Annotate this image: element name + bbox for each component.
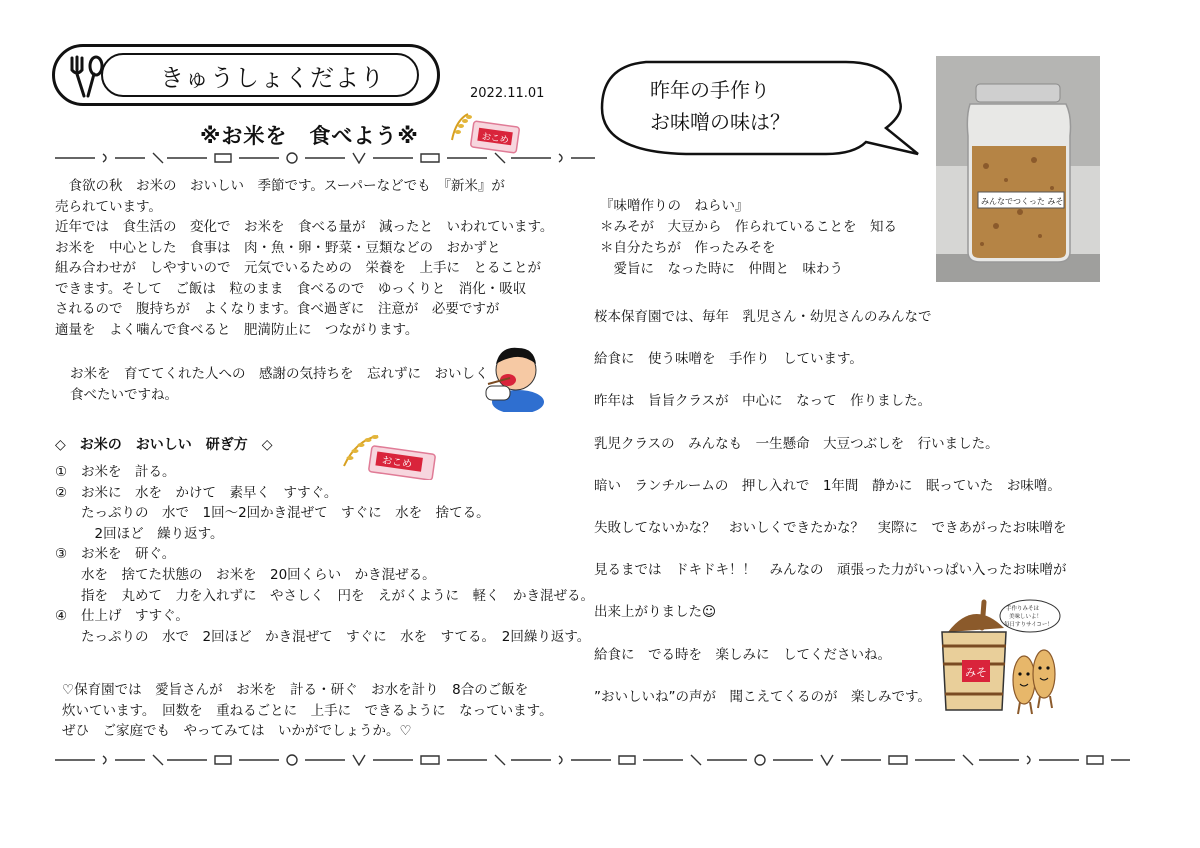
bubble-text: 昨年の手作り お味噌の味は？ bbox=[650, 78, 790, 134]
step-row: 2回ほど 繰り返す。 bbox=[81, 525, 224, 542]
miso-barrel-illustration bbox=[934, 598, 1070, 720]
rice-pack-icon bbox=[446, 110, 522, 154]
newsletter-title: きゅうしょくだより bbox=[160, 64, 385, 92]
miso-jar-photo bbox=[936, 56, 1100, 282]
fork-spoon-icon bbox=[62, 52, 112, 100]
rice-heading: ※お米を 食べよう※ bbox=[200, 124, 419, 148]
svg-text:みそ: みそ bbox=[965, 666, 987, 679]
svg-text:毎日すりサイコー！: 毎日すりサイコー！ bbox=[1004, 622, 1053, 628]
svg-text:みんなでつくった みそ: みんなでつくった みそ bbox=[981, 197, 1064, 206]
step-row: ② お米に 水を かけて 素早く すすぐ。 bbox=[55, 484, 338, 501]
wash-heading: ◇ お米の おいしい 研ぎ方 ◇ bbox=[55, 437, 273, 453]
step-row: 水を 捨てた状態の お米を 20回くらい かき混ぜる。 bbox=[81, 566, 436, 583]
step-row: ③ お米を 研ぐ。 bbox=[55, 546, 176, 563]
svg-text:おこめ: おこめ bbox=[481, 132, 510, 146]
svg-text:おこめ: おこめ bbox=[381, 455, 413, 471]
miso-aims: 『味噌作りの ねらい』 ＊みそが 大豆から 作られていることを 知る ＊自分たちが 作ったみそを 愛旨に なった時に 仲間と 味わう bbox=[600, 198, 897, 277]
gratitude-paragraph: お米を 育ててくれた人への 感謝の気持ちを 忘れずに おいしく 食べたいですね。 bbox=[70, 366, 489, 403]
step-row: たっぷりの 水で 1回～2回かき混ぜて すぐに 水を 捨てる。 bbox=[81, 505, 490, 522]
step-row: たっぷりの 水で 2回ほど かき混ぜて すぐに 水を すてる。 2回繰り返す。 bbox=[81, 628, 591, 645]
intro-paragraph: 食欲の秋 お米の おいしい 季節です。スーパーなどでも 『新米』が 売られています。 近年では 食生活の 変化で お米を 食べる量が 減ったと いわれています。 お米を 中心とした 食事は 肉・魚・卵・野菜・豆類などの おかずと 組み合わせが しやすいので 元気でいるための 栄養を 上手に とることが できます。そして ご飯は 粒のまま 食べるので ゆっくりと 消化・吸収 されるので 腹持ちが よくなります。食べ過ぎに 注意が 必要ですが 適量を よく噛んで食べると 肥満防止に つながります。 bbox=[55, 178, 554, 338]
step-row: ① お米を 計る。 bbox=[55, 464, 176, 480]
closing-paragraph: ♡保育園では 愛旨さんが お米を 計る・研ぐ お水を計り 8合のご飯を 炊いています。 回数を 重ねるごとに 上手に できるように なっています。 ぜひ ご家庭でも やってみては いかがでしょうか。♡ bbox=[62, 682, 553, 739]
svg-text:美味しいよ！: 美味しいよ！ bbox=[1009, 614, 1043, 620]
step-row: 指を 丸めて 力を入れずに やさしく 円を えがくように 軽く かき混ぜる。 bbox=[81, 587, 594, 604]
miso-story: 桜本保育園では、毎年 乳児さん・幼児さんのみんなで 給食に 使う味噌を 手作り しています。 昨年は 旨旨クラスが 中心に なって 作りました。 乳児クラスの みんなも 一生懸命 大豆つぶしを 行いました。 暗い ランチルームの 押し入れで 1年間 静かに 眠っていた お味噌。 失敗してないかな？ おいしくできたかな？ 実際に できあがったお味噌を 見るまでは ドキドキ！！ みんなの 頑張った力がいっぱい入ったお味噌が 出来上がりました☺ 給食に でる時を 楽しみに してくださいね。 ”おいしいね”の声が 聞こえてくるのが 楽しみです。 bbox=[594, 309, 1067, 705]
step-row: ④ 仕上げ すすぐ。 bbox=[55, 608, 189, 625]
wash-steps bbox=[55, 462, 594, 647]
issue-date: 2022.11.01 bbox=[470, 86, 545, 101]
svg-text:手作りみそは: 手作りみそは bbox=[1006, 606, 1040, 612]
kitchen-divider-top-left bbox=[55, 150, 595, 164]
kitchen-divider-bottom bbox=[55, 752, 1130, 766]
boy-eating-rice-illustration bbox=[480, 340, 550, 412]
